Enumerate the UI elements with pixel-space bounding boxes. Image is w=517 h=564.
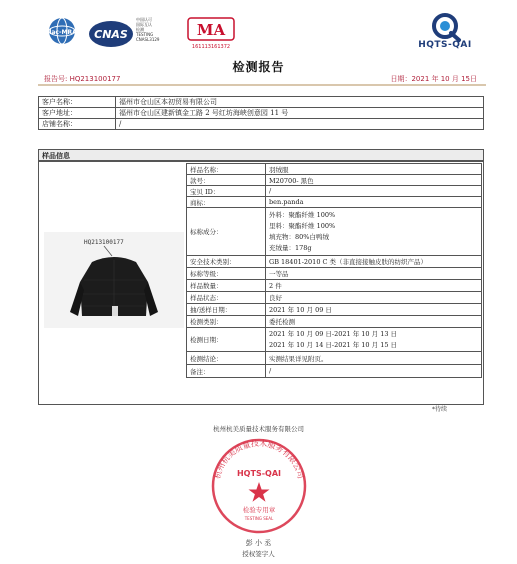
- composition-label: 标称成分：: [187, 208, 266, 256]
- client-row: [39, 108, 484, 119]
- grade-label: 标称等级：: [187, 268, 266, 280]
- trademark-label: 商标：: [187, 197, 266, 208]
- trademark-value: ben.panda: [266, 197, 482, 208]
- ilac-mra-logo: [44, 16, 80, 50]
- table-row: [187, 365, 482, 378]
- sample-name-value: 羽绒服: [266, 164, 482, 175]
- safety-category-label: 安全技术类别：: [187, 256, 266, 268]
- table-row: [187, 292, 482, 304]
- item-id-value: /: [266, 186, 482, 197]
- client-name-value: 福州市仓山区本初贸易有限公司: [116, 97, 484, 108]
- report-title: 检测报告: [232, 60, 285, 74]
- composition-line: 充绒量：178g: [269, 243, 312, 252]
- photo-tag: HQ213100177: [84, 239, 124, 246]
- cma-number: 161113161372: [191, 44, 231, 50]
- table-row: [187, 197, 482, 208]
- test-date-line: 2021 年 10 月 09 日-2021 年 10 月 13 日: [269, 329, 398, 338]
- table-row: [187, 328, 482, 352]
- sampling-date-label: 抽/送样日期：: [187, 304, 266, 316]
- client-row: [39, 97, 484, 108]
- official-seal: [205, 434, 313, 536]
- client-row: [39, 119, 484, 130]
- client-address-label: 客户地址：: [39, 108, 116, 119]
- table-row: [187, 208, 482, 256]
- hqts-logo-icon: [412, 10, 478, 58]
- table-row: [187, 280, 482, 292]
- signer-title: 授权签字人: [242, 550, 275, 558]
- table-row: [187, 316, 482, 328]
- seal-en: TESTING SEAL: [244, 516, 274, 521]
- conclusion-value: 实测结果详见附页。: [266, 352, 482, 365]
- report-date: 日期：2021 年 10 月 15日: [390, 75, 477, 83]
- table-row: [187, 256, 482, 268]
- continue-note: *待续: [432, 406, 448, 413]
- hqts-logo-text: HQTS-QAI: [418, 40, 472, 50]
- safety-category-value: GB 18401-2010 C 类（非直接接触皮肤的纺织产品）: [266, 256, 482, 268]
- table-row: [187, 304, 482, 316]
- composition-line: 里料：聚酯纤维 100%: [269, 221, 336, 230]
- client-info-table: [38, 96, 484, 130]
- sample-state-value: 良好: [266, 292, 482, 304]
- cnas-sub-text: 中国认可 国际互认 检测 TESTING CNASL3129: [136, 17, 160, 42]
- cnas-logo: [88, 14, 186, 54]
- sample-name-label: 样品名称：: [187, 164, 266, 175]
- quantity-value: 2 件: [266, 280, 482, 292]
- style-no-value: M20700- 黑色: [266, 175, 482, 186]
- remarks-label: 备注：: [187, 365, 266, 378]
- client-name-label: 客户名称：: [39, 97, 116, 108]
- cma-logo: [182, 14, 240, 54]
- test-date-label: 检测日期：: [187, 328, 266, 352]
- table-row: [187, 164, 482, 175]
- conclusion-label: 检测结论：: [187, 352, 266, 365]
- client-address-value: 福州市仓山区建新镇金工路 2 号红坊海峡创意园 11 号: [116, 108, 484, 119]
- grade-value: 一等品: [266, 268, 482, 280]
- composition-line: 填充物：80%白鸭绒: [269, 232, 329, 241]
- style-no-label: 款号：: [187, 175, 266, 186]
- sample-info-table: [186, 163, 482, 378]
- signer-name: 彭 小 丞: [245, 539, 272, 547]
- sample-state-label: 样品状态：: [187, 292, 266, 304]
- sample-photo: [44, 232, 184, 328]
- table-row: [187, 268, 482, 280]
- ilac-logo-text: ilac-MRA: [47, 29, 77, 36]
- table-row: [187, 352, 482, 365]
- shop-name-label: 店铺名称：: [39, 119, 116, 130]
- test-date-line: 2021 年 10 月 14 日-2021 年 10 月 15 日: [269, 340, 398, 349]
- quantity-label: 样品数量：: [187, 280, 266, 292]
- sample-section-title: 样品信息: [38, 149, 484, 161]
- composition-line: 外料：聚酯纤维 100%: [269, 210, 336, 219]
- test-type-label: 检测类别：: [187, 316, 266, 328]
- seal-brand: HQTS-QAI: [236, 469, 282, 478]
- test-date-value: [266, 328, 482, 352]
- remarks-value: /: [266, 365, 482, 378]
- composition-value: [266, 208, 482, 256]
- shop-name-value: /: [116, 119, 484, 130]
- sampling-date-value: 2021 年 10 月 09 日: [266, 304, 482, 316]
- header-divider: [38, 84, 486, 86]
- table-row: [187, 175, 482, 186]
- seal-label: 检验专用章: [242, 506, 276, 514]
- company-name: 杭州杭美质量技术服务有限公司: [213, 425, 304, 433]
- table-row: [187, 186, 482, 197]
- test-type-value: 委托检测: [266, 316, 482, 328]
- seal-star-icon: [249, 482, 270, 502]
- item-id-label: 宝贝 ID：: [187, 186, 266, 197]
- cma-logo-text: MA: [196, 21, 226, 39]
- report-number: 报告号: HQ213100177: [44, 75, 121, 83]
- cnas-logo-text: CNAS: [94, 28, 128, 41]
- seal-arc-text: 杭州杭美质量技术服务有限公司: [212, 438, 306, 480]
